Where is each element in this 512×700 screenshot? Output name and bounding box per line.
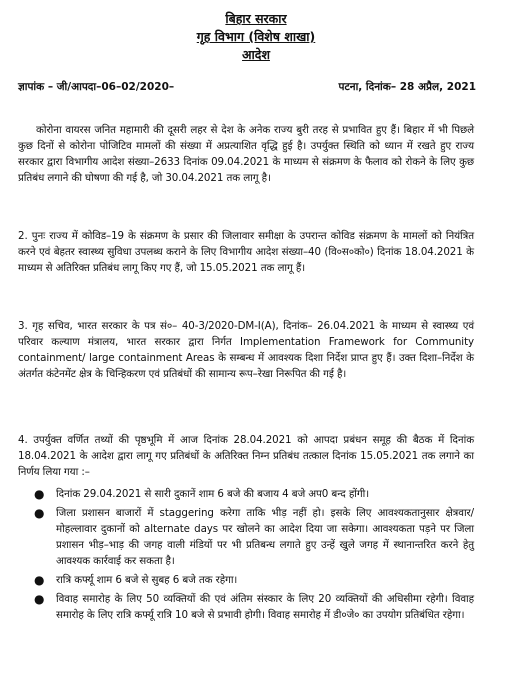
bullet-icon: ●	[34, 506, 45, 520]
list-item-text: दिनांक 29.04.2021 से सारी दुकानें शाम 6 बजे की बजाय 4 बजे अप0 बन्द होंगी।	[56, 488, 370, 500]
restrictions-list	[18, 486, 474, 626]
reference-row	[18, 80, 476, 94]
bullet-icon: ●	[34, 487, 45, 501]
paragraph-3: 3. गृह सचिव, भारत सरकार के पत्र सं०– 40-3/2020-DM-I(A), दिनांक– 26.04.2021 के माध्यम से स्वास्थ्य एवं परिवार कल्याण मंत्रालय, भारत सरकार द्वारा निर्गत Implementation Framework for Community containment/ large containment Areas के सम्बन्ध में आवश्यक दिशा निर्देश प्राप्त हुए हैं। उक्त दिशा–निर्देश के अंतर्गत कंटेनमेंट क्षेत्र के चिन्हिकरण एवं प्रतिबंधों की सामान्य रूप–रेखा निरूपित की गई है।	[18, 320, 474, 380]
paragraph-2: 2. पुनः राज्य में कोविड–19 के संक्रमण के प्रसार की जिलावार समीक्षा के उपरान्त कोविड संक्रमण के मामलों को नियंत्रित करने एवं बेहतर स्वास्थ्य सुविधा उपलब्ध कराने के लिए विभागीय आदेश संख्या–40 (वि०स०को०) दिनांक 18.04.2021 के माध्यम से अतिरिक्त प्रतिबंध लागू किए गए हैं, जो 15.05.2021 तक लागू हैं।	[18, 230, 474, 274]
list-item-text: रात्रि कर्फ्यू शाम 6 बजे से सुबह 6 बजे तक रहेगा।	[56, 574, 238, 586]
list-item-text: जिला प्रशासन बाजारों में staggering करेगा ताकि भीड़ नहीं हो। इसके लिए आवश्यकतानुसार क्षेत्रवार/मोहल्लावार दुकानों को alternate days पर खोलने का आदेश दिया जा सकेगा। आवश्यकता पड़ने पर जिला प्रशासन भीड़–भाड़ की जगह वाली मंडियों पर भी प्रतिबन्ध लगाते हुए उन्हें खुले जगह में स्थानान्तरित करने हेतु आवश्यक कार्रवाई कर सकता है।	[56, 507, 474, 567]
list-item	[18, 505, 474, 569]
place-date: पटना, दिनांक– 28 अप्रैल, 2021	[338, 81, 476, 93]
document-header	[0, 0, 512, 64]
bullet-icon: ●	[34, 592, 45, 606]
list-item-text: विवाह समारोह के लिए 50 व्यक्तियों की एवं अंतिम संस्कार के लिए 20 व्यक्तियों की अधिसीमा रहेगी। विवाह समारोह के लिए रात्रि कर्फ्यू रात्रि 10 बजे से प्रभावी होगी। विवाह समारोह में डी०जे० का उपयोग प्रतिबंधित रहेगा।	[56, 593, 474, 621]
paragraph-4: 4. उपर्युक्त वर्णित तथ्यों की पृष्ठभूमि में आज दिनांक 28.04.2021 को आपदा प्रबंधन समूह की बैठक में दिनांक 18.04.2021 के आदेश द्वारा लागू गए प्रतिबंधों के अतिरिक्त निम्न प्रतिबंध तत्काल दिनांक 15.05.2021 तक लगाने का निर्णय लिया गया :–	[18, 434, 474, 478]
bullet-icon: ●	[34, 573, 45, 587]
department-title: गृह विभाग (विशेष शाखा)	[196, 29, 316, 44]
paragraph-1: कोरोना वायरस जनित महामारी की दूसरी लहर से देश के अनेक राज्य बुरी तरह से प्रभावित हुए हैं। बिहार में भी पिछले कुछ दिनों से कोरोना पोजिटिव मामलों की संख्या में अप्रत्याशित वृद्धि हुई है। उपर्युक्त स्थिति को ध्यान में रखते हुए राज्य सरकार द्वारा विभागीय आदेश संख्या–2633 दिनांक 09.04.2021 के माध्यम से संक्रमण के फैलाव को रोकने के लिए कुछ प्रतिबंध लगाने की घोषणा की गई है, जो 30.04.2021 तक लागू है।	[18, 124, 474, 184]
government-title: बिहार सरकार	[225, 11, 287, 26]
list-item	[18, 572, 474, 588]
memo-number: ज्ञापांक – जी/आपदा–06–02/2020–	[18, 81, 175, 93]
list-item	[18, 486, 474, 502]
order-title: आदेश	[242, 47, 270, 62]
list-item	[18, 591, 474, 623]
